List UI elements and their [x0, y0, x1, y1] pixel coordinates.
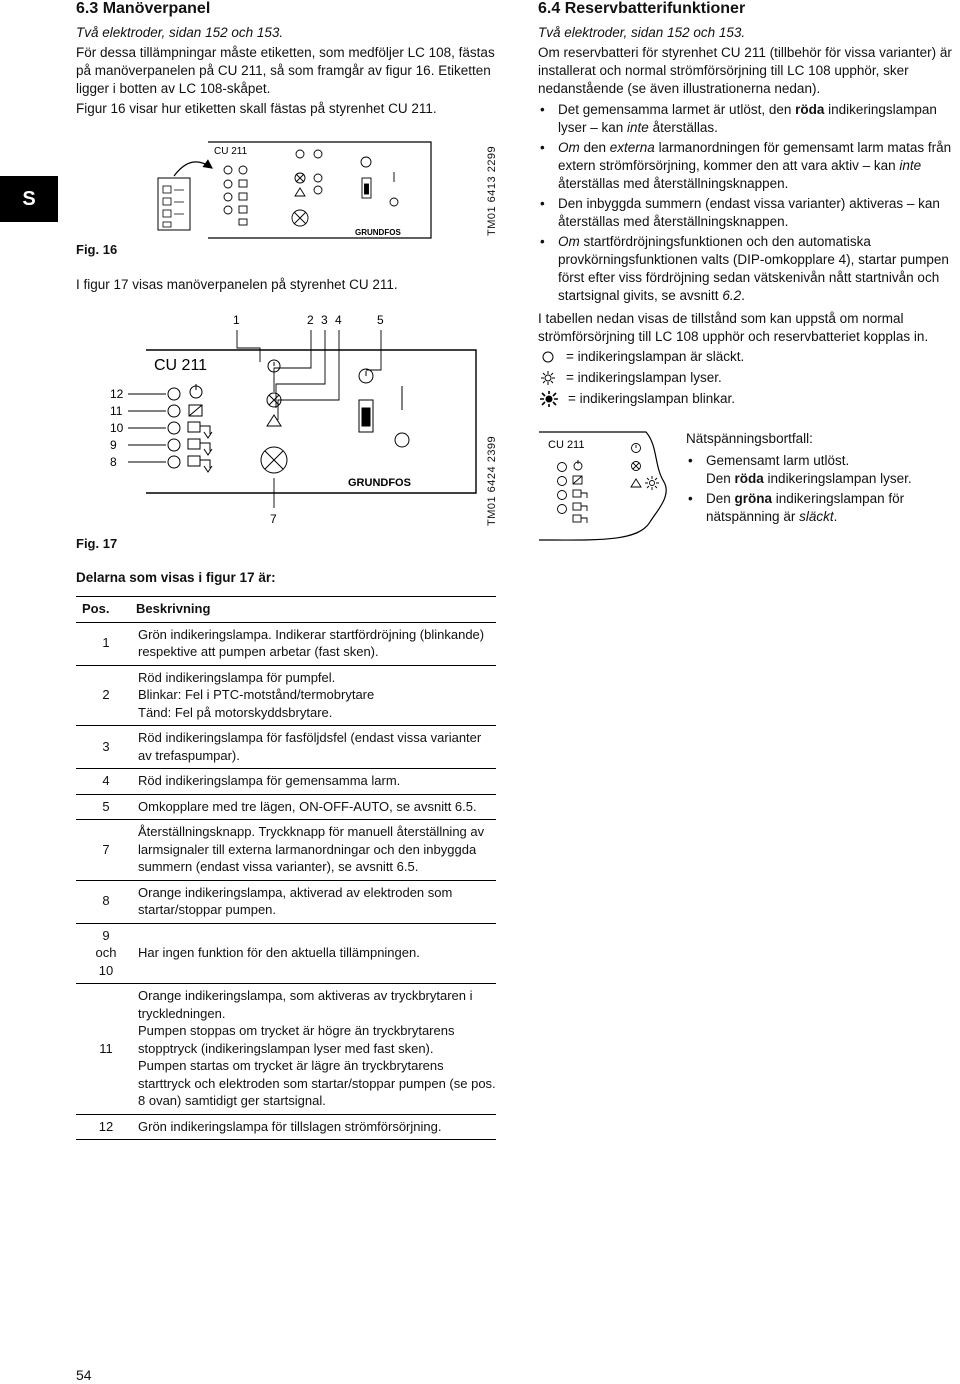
fig17-panel-title: CU 211 — [154, 357, 208, 374]
state-bullet-list — [686, 452, 956, 528]
legend-text-blink: = indikeringslampan blinkar. — [568, 391, 735, 406]
fig17-callout-10: 10 — [110, 421, 124, 435]
parts-table-intro: Delarna som visas i figur 17 är: — [76, 570, 276, 585]
figure16-caption-text: Figur 16 visar hur etiketten skall fästas på styrenhet CU 211. — [76, 101, 437, 116]
parts-row-description: Omkopplare med tre lägen, ON-OFF-AUTO, se avsnitt 6.5. — [136, 794, 496, 820]
parts-row-10 — [76, 1114, 496, 1140]
figure-16-code: TM01 6413 2299 — [486, 145, 498, 236]
parts-table — [76, 596, 496, 1140]
legend-row-off — [540, 346, 744, 367]
power-failure-panel-drawing — [538, 426, 678, 546]
state-panel-title: CU 211 — [548, 439, 585, 451]
fig16-brand-logo: GRUNDFOS — [355, 228, 401, 237]
fig17-callout-1: 1 — [233, 313, 240, 327]
fig16-panel-title: CU 211 — [214, 146, 248, 157]
intro-paragraph: För dessa tillämpningar måste etiketten, som medföljer LC 108, fästas på manöverpanelen på CU 211, så som framgår av figur 16. Etiketten ligger i botten av LC 108-skåpet. — [76, 45, 495, 96]
parts-row-pos: 1 — [76, 622, 136, 665]
parts-row-3 — [76, 726, 496, 769]
parts-row-description: Grön indikeringslampa. Indikerar startfördröjning (blinkande) respektive att pumpen arbetar (fast sken). — [136, 622, 496, 665]
fig17-callout-7: 7 — [270, 512, 277, 526]
parts-row-description: Grön indikeringslampa för tillslagen strömförsörjning. — [136, 1114, 496, 1140]
figure-16-panel-drawing — [150, 140, 435, 240]
parts-row-description: Orange indikeringslampa, som aktiveras av tryckbrytaren i tryckledningen. Pumpen stoppas om trycket är högre än tryckbrytarens stopptryck (indikeringslampan lyser med fast sken). Pumpen startas om trycket är lägre än tryckbrytarens starttryck och elektroden som startar/stoppar pumpen (se pos. 8 ovan) samtidigt ger startsignal. — [136, 984, 496, 1115]
legend-row-on — [540, 367, 744, 388]
state-table-intro: I tabellen nedan visas de tillstånd som kan uppstå om normal strömförsörjning till LC 108 upphör och reservbatteriet kopplas in. — [538, 311, 929, 344]
parts-row-description: Röd indikeringslampa för fasföljdsfel (endast vissa varianter av trefaspumpar). — [136, 726, 496, 769]
battery-bullet: • Det gemensamma larmet är utlöst, den röda indikeringslampan lyser – kan inte återställas. — [538, 101, 958, 137]
fig17-brand-logo: GRUNDFOS — [348, 477, 411, 489]
fig17-callout-11: 11 — [110, 404, 123, 418]
fig17-callout-5: 5 — [377, 313, 384, 327]
parts-row-description: Röd indikeringslampa för gemensamma larm. — [136, 769, 496, 795]
state-bullet: • Den gröna indikeringslampan för nätspänning är släckt. — [686, 490, 956, 526]
battery-bullet: • Om den externa larmanordningen för gemensamt larm matas från extern strömförsörjning, kommer den att vara aktiv – kan inte återställas med återställningsknappen. — [538, 139, 958, 193]
parts-row-pos: 3 — [76, 726, 136, 769]
figure-17-code: TM01 6424 2399 — [486, 435, 498, 526]
legend-row-blink — [540, 388, 744, 409]
fig17-callout-2: 2 — [307, 313, 314, 327]
parts-col-desc: Beskrivning — [136, 597, 496, 623]
parts-row-pos: 12 — [76, 1114, 136, 1140]
parts-row-pos: 8 — [76, 880, 136, 923]
parts-row-8 — [76, 923, 496, 984]
parts-row-pos: 5 — [76, 794, 136, 820]
parts-row-pos: 11 — [76, 984, 136, 1115]
parts-row-pos: 7 — [76, 820, 136, 881]
parts-table-body — [76, 622, 496, 1140]
parts-row-5 — [76, 794, 496, 820]
state-heading: Nätspänningsbortfall: — [686, 431, 813, 446]
parts-row-2 — [76, 665, 496, 726]
parts-row-description: Återställningsknapp. Tryckknapp för manuell återställning av larmsignaler till externa larmanordningar och den inbyggda summern (endast vissa varianter), se avsnitt 6.5. — [136, 820, 496, 881]
section-heading-6-4: 6.4 Reservbatterifunktioner — [538, 0, 746, 17]
parts-col-pos: Pos. — [76, 597, 136, 623]
fig17-callout-9: 9 — [110, 438, 117, 452]
parts-row-4 — [76, 769, 496, 795]
parts-row-6 — [76, 820, 496, 881]
lamp-off-icon — [540, 349, 556, 365]
parts-row-9 — [76, 984, 496, 1115]
battery-bullet: • Den inbyggda summern (endast vissa varianter) aktiveras – kan återställas med återställningsknappen. — [538, 195, 958, 231]
lamp-legend — [540, 346, 744, 409]
parts-row-description: Orange indikeringslampa, aktiverad av elektroden som startar/stoppar pumpen. — [136, 880, 496, 923]
parts-row-pos: 4 — [76, 769, 136, 795]
section-heading-6-3: 6.3 Manöverpanel — [76, 0, 211, 17]
parts-row-pos: 2 — [76, 665, 136, 726]
battery-bullet: • Om startfördröjningsfunktionen och den automatiska provkörningsfunktionen valts (DIP-omkopplare 4), startar pumpen först efter viss fördröjning sedan vätskenivån nått startnivån och startsignal givits, se avsnitt 6.2. — [538, 233, 958, 305]
figure-16-label: Fig. 16 — [76, 242, 118, 257]
parts-row-7 — [76, 880, 496, 923]
figure-17-label: Fig. 17 — [76, 536, 118, 551]
right-subtitle: Två elektroder, sidan 152 och 153. — [538, 25, 746, 40]
page-number: 54 — [76, 1367, 92, 1383]
section-subtitle: Två elektroder, sidan 152 och 153. — [76, 25, 284, 40]
fig17-callout-4: 4 — [335, 313, 342, 327]
parts-row-1 — [76, 622, 496, 665]
figure-17-panel-drawing — [100, 308, 480, 530]
fig17-callout-3: 3 — [321, 313, 328, 327]
fig17-callout-12: 12 — [110, 387, 124, 401]
battery-intro-paragraph: Om reservbatteri för styrenhet CU 211 (tillbehör för vissa varianter) är installerat och normal strömförsörjning till LC 108 upphör, sker nedanstående (se även illustrationerna nedan). — [538, 45, 952, 96]
legend-text-on: = indikeringslampan lyser. — [566, 370, 722, 385]
state-bullet: • Gemensamt larm utlöst. Den röda indikeringslampan lyser. — [686, 452, 956, 488]
fig17-callout-8: 8 — [110, 455, 117, 469]
battery-bullet-list — [538, 101, 958, 307]
legend-text-off: = indikeringslampan är släckt. — [566, 349, 745, 364]
lamp-on-icon — [540, 370, 556, 386]
parts-row-pos: 9 och 10 — [76, 923, 136, 984]
parts-row-description: Röd indikeringslampa för pumpfel. Blinkar: Fel i PTC-motstånd/termobrytare Tänd: Fel på motorskyddsbrytare. — [136, 665, 496, 726]
lamp-blink-icon — [540, 391, 558, 407]
language-tab: S — [0, 176, 58, 222]
figure17-intro-text: I figur 17 visas manöverpanelen på styrenhet CU 211. — [76, 277, 398, 292]
parts-row-description: Har ingen funktion för den aktuella tillämpningen. — [136, 923, 496, 984]
